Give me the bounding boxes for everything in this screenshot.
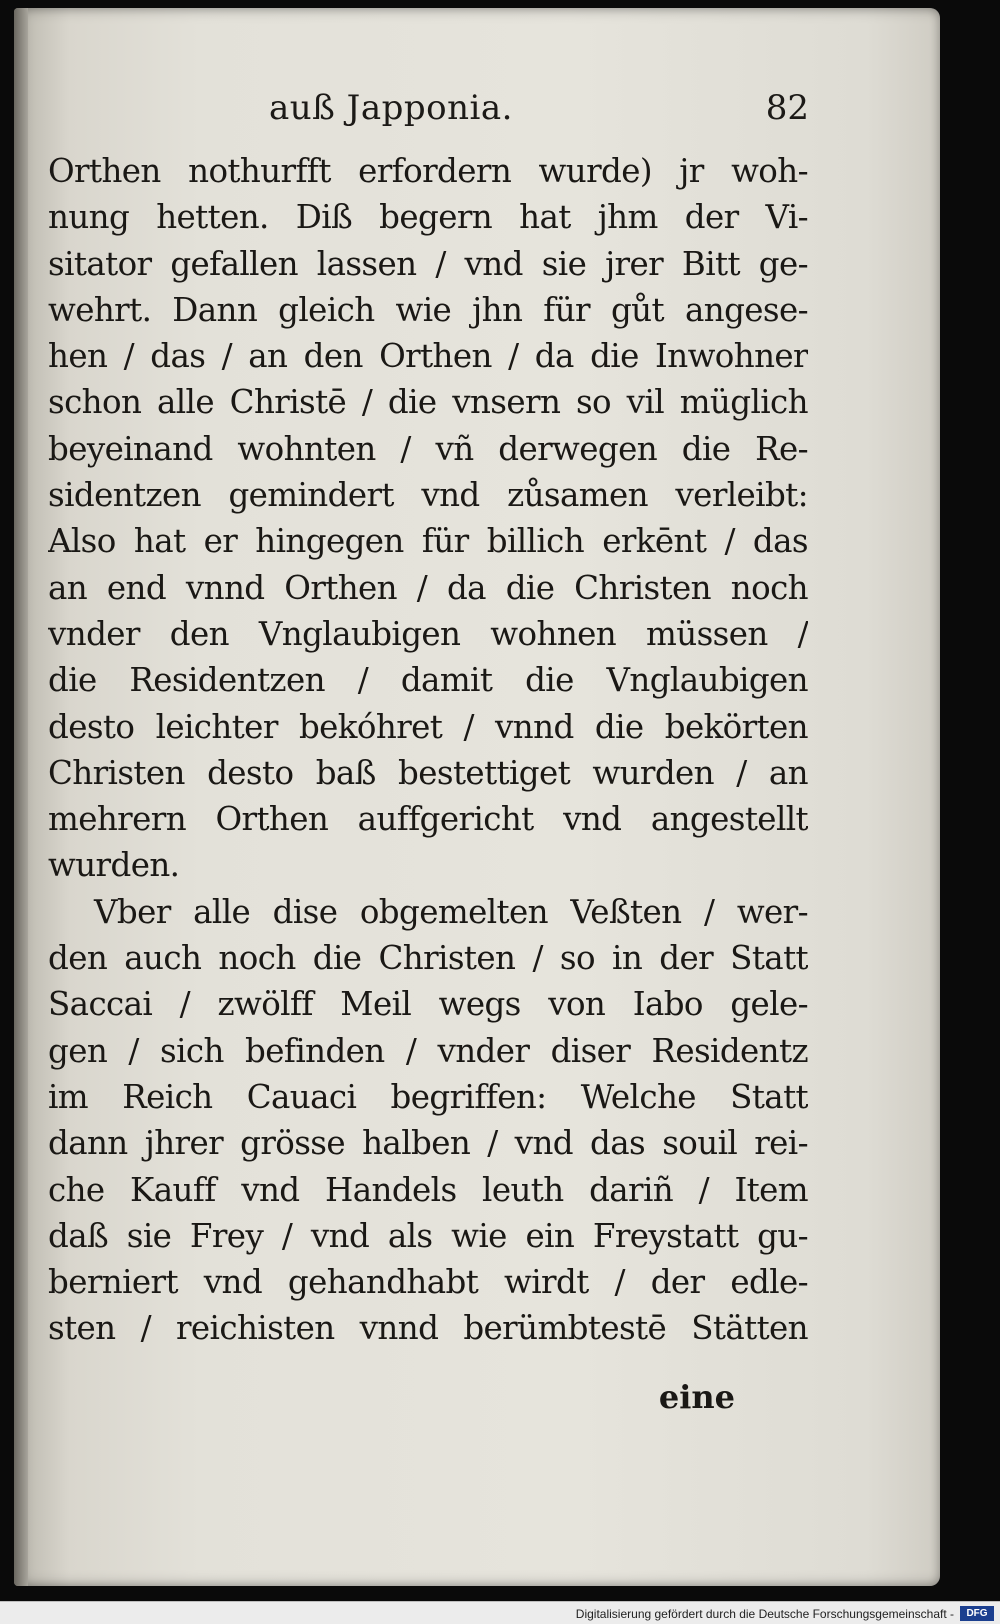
text-line: an end vnnd Orthen / da die Christen noch (48, 568, 808, 607)
text-line: gen / sich befinden / vnder diser Residentz (48, 1031, 808, 1070)
text-line: nung hetten. Diß begern hat jhm der Vi- (48, 198, 808, 237)
text-line: den auch noch die Christen / so in der Statt (48, 939, 808, 978)
text-line: vnder den Vnglaubigen wohnen müssen / (48, 614, 808, 653)
text-line: im Reich Cauaci begriffen: Welche Statt (48, 1077, 808, 1116)
text-line: wehrt. Dann gleich wie jhn für gůt angese- (48, 290, 808, 329)
catchword: eine (658, 1378, 735, 1416)
text-line: sten / reichisten vnnd berümbtestē Stätten (48, 1309, 808, 1348)
dfg-logo: DFG (960, 1606, 994, 1621)
footer-credit: Digitalisierung gefördert durch die Deutsche Forschungsgemeinschaft - (575, 1607, 954, 1621)
text-line: Saccai / zwölff Meil wegs von Iabo gele- (48, 985, 808, 1024)
running-head: auß Japponia. (269, 88, 513, 128)
text-line: daß sie Frey / vnd als wie ein Freystatt gu- (48, 1216, 808, 1255)
text-line: schon alle Christē / die vnsern so vil müglich (48, 383, 808, 422)
footer-bar (0, 1601, 1000, 1624)
page-gutter-edge (14, 8, 28, 1586)
text-line: mehrern Orthen auffgericht vnd angestellt (48, 800, 808, 839)
text-line: Also hat er hingegen für billich erkēnt / das (48, 522, 808, 561)
text-line: sitator gefallen lassen / vnd sie jrer Bitt ge- (48, 244, 808, 283)
text-line: die Residentzen / damit die Vnglaubigen (48, 661, 808, 700)
text-line: Christen desto baß bestettiget wurden / an (48, 753, 808, 792)
page-header (269, 88, 809, 138)
text-line: sidentzen gemindert vnd zůsamen verleibt: (48, 476, 808, 515)
book-page (14, 8, 940, 1586)
text-line: beyeinand wohnten / vñ derwegen die Re- (48, 429, 808, 468)
text-line: che Kauff vnd Handels leuth dariñ / Item (48, 1170, 808, 1209)
text-line: hen / das / an den Orthen / da die Inwohner (48, 337, 808, 376)
text-line: desto leichter bekóhret / vnnd die bekörten (48, 707, 808, 746)
text-line: dann jhrer grösse halben / vnd das souil rei- (48, 1124, 808, 1163)
text-line: Vber alle dise obgemelten Veßten / wer- (94, 892, 808, 931)
text-line: Orthen nothurfft erfordern wurde) jr woh- (48, 152, 808, 190)
page-number: 82 (765, 88, 809, 128)
text-line: wurden. (48, 846, 180, 885)
body-text (48, 148, 808, 1352)
text-line: berniert vnd gehandhabt wirdt / der edle- (48, 1263, 808, 1302)
